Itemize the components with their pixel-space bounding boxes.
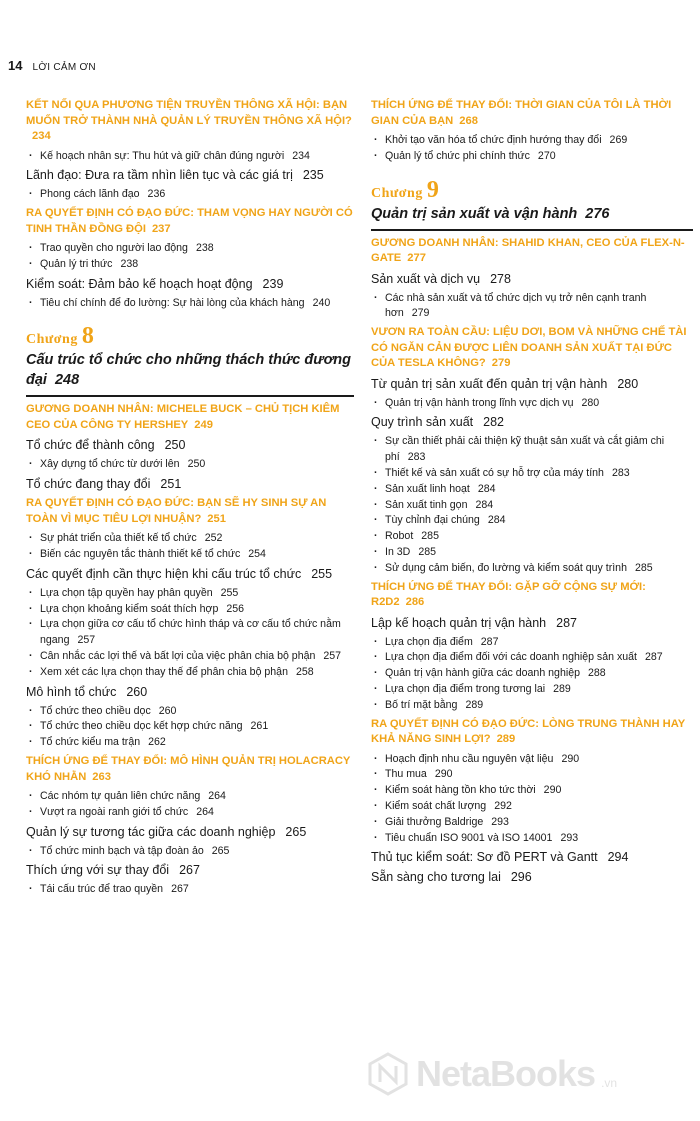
subitem-title: Hoạch định nhu cầu nguyên vật liệu — [385, 752, 554, 765]
page-ref: 284 — [475, 498, 494, 511]
feature-title: GƯƠNG DOANH NHÂN: SHAHID KHAN, CEO CỦA FLEX-N-GATE — [371, 236, 685, 265]
feature-title: GƯƠNG DOANH NHÂN: MICHELE BUCK – CHỦ TỊCH KIÊM CEO CỦA CÔNG TY HERSHEY — [26, 403, 340, 431]
page-ref: 257 — [323, 650, 342, 663]
toc-subitem-list — [26, 882, 354, 898]
page-ref: 287 — [556, 615, 577, 630]
page-ref: 280 — [581, 396, 600, 409]
toc-subitem — [371, 698, 693, 714]
toc-subitem-list — [26, 296, 354, 312]
toc-section-entry — [26, 824, 354, 841]
page-ref: 238 — [120, 257, 139, 270]
toc-subitem — [371, 783, 693, 799]
section-title: Từ quản trị sản xuất đến quản trị vận hành — [371, 376, 608, 391]
chapter-number: 8 — [81, 323, 94, 350]
page-ref: 236 — [147, 188, 166, 201]
page-ref: 251 — [160, 477, 182, 492]
feature-box-entry — [371, 325, 693, 372]
toc-subitem — [371, 466, 693, 482]
subitem-title: Quản lý tri thức — [40, 257, 113, 270]
feature-title: RA QUYẾT ĐỊNH CÓ ĐẠO ĐỨC: LÒNG TRUNG THÀNH HAY KHẢ NĂNG SINH LỢI? — [371, 717, 686, 746]
toc-subitem — [26, 187, 354, 203]
page-ref: 265 — [211, 844, 230, 857]
page-ref: 268 — [459, 114, 478, 127]
subitem-title: Tổ chức kiểu ma trận — [40, 736, 141, 749]
subitem-title: Tổ chức theo chiều dọc kết hợp chức năng — [40, 720, 243, 733]
page-ref: 264 — [196, 805, 214, 818]
chapter-label: Chương — [26, 332, 78, 348]
feature-box-entry — [26, 496, 354, 527]
page-ref: 248 — [54, 372, 80, 389]
subitem-title: Tiêu chuẩn ISO 9001 và ISO 14001 — [385, 831, 553, 844]
toc-subitem — [371, 815, 693, 831]
watermark-brand: NetaBooks — [416, 1053, 596, 1094]
section-title: Thủ tục kiểm soát: Sơ đồ PERT và Gantt — [371, 850, 598, 865]
page-ref: 267 — [171, 883, 189, 896]
toc-section-entry — [26, 476, 354, 493]
toc-subitem-list — [371, 291, 693, 323]
subitem-title: Xem xét các lựa chọn thay thế để phân chia bộ phận — [40, 665, 288, 678]
page-ref: 290 — [561, 752, 580, 765]
page-ref: 234 — [32, 130, 51, 142]
toc-section-entry — [371, 376, 693, 393]
toc-section-entry — [26, 684, 354, 701]
feature-title: RA QUYẾT ĐỊNH CÓ ĐẠO ĐỨC: THAM VỌNG HAY NGƯỜI CÓ TINH THẦN ĐỒNG ĐỘI — [26, 207, 353, 235]
page-ref: 250 — [164, 438, 186, 453]
toc-subitem — [26, 617, 354, 649]
subitem-title: Lựa chọn địa điểm trong tương lai — [385, 683, 546, 696]
section-title: Tổ chức đang thay đổi — [26, 477, 151, 492]
subitem-title: Kiểm soát hàng tồn kho tức thời — [385, 784, 536, 797]
toc-subitem — [371, 666, 693, 682]
page-ref: 282 — [483, 415, 504, 430]
toc-section-entry — [371, 615, 693, 632]
toc-section-entry — [371, 869, 693, 886]
feature-box-entry — [371, 717, 693, 748]
subitem-title: Trao quyền cho người lao động — [40, 242, 188, 255]
toc-section-entry — [26, 276, 354, 293]
page-ref: 285 — [634, 561, 653, 574]
toc-subitem — [371, 545, 693, 561]
subitem-title: Các nhóm tự quản liên chức năng — [40, 790, 201, 803]
page-ref: 258 — [295, 665, 314, 678]
toc-subitem — [371, 434, 693, 466]
chapter-title — [26, 350, 354, 397]
toc-left-column — [26, 98, 354, 901]
feature-box-entry — [371, 236, 693, 267]
chapter-label: Chương — [371, 185, 423, 201]
subitem-title: Tùy chỉnh đại chúng — [385, 514, 480, 527]
page-ref: 237 — [151, 222, 171, 235]
subitem-title: Sự cần thiết phải cải thiện kỹ thuật sản xuất và cắt giảm chi phí — [385, 435, 665, 464]
toc-subitem — [26, 844, 354, 860]
toc-subitem-list — [26, 187, 354, 203]
section-title: Sản xuất và dịch vụ — [371, 271, 481, 286]
toc-subitem — [371, 767, 693, 783]
section-title: Kiểm soát: Đảm bảo kế hoạch hoạt động — [26, 276, 253, 291]
page-header — [8, 58, 96, 73]
netabooks-logo-icon — [366, 1052, 410, 1096]
page-ref: 256 — [226, 602, 245, 615]
page-ref: 284 — [477, 482, 496, 495]
page-ref: 287 — [480, 635, 499, 648]
page-ref: 294 — [607, 850, 629, 865]
page-ref: 292 — [494, 800, 512, 813]
page-ref: 262 — [148, 736, 166, 749]
page-ref: 276 — [585, 205, 610, 222]
chapter-number: 9 — [426, 176, 439, 203]
page-ref: 269 — [609, 134, 628, 146]
toc-subitem — [26, 704, 354, 720]
page-ref: 261 — [250, 720, 269, 733]
subitem-title: Sự phát triển của thiết kế tổ chức — [40, 532, 197, 545]
page-ref: 238 — [195, 242, 214, 255]
page-ref: 267 — [179, 863, 200, 878]
toc-subitem-list — [371, 752, 693, 847]
page-ref: 235 — [302, 168, 324, 183]
feature-title: THÍCH ỨNG ĐỂ THAY ĐỔI: GẶP GỠ CỘNG SỰ MỚI: R2D2 — [371, 580, 646, 609]
subitem-title: Kế hoạch nhân sự: Thu hút và giữ chân đúng người — [40, 149, 285, 162]
page-ref: 250 — [187, 458, 206, 471]
page-ref: 279 — [411, 307, 430, 320]
toc-section-entry — [26, 566, 354, 583]
subitem-title: Các nhà sản xuất và tổ chức dịch vụ trở nên cạnh tranh hơn — [385, 291, 647, 320]
toc-section-entry — [26, 862, 354, 879]
section-title: Thích ứng với sự thay đổi — [26, 863, 170, 878]
feature-title: VƯƠN RA TOÀN CẦU: LIỆU DƠI, BOM VÀ NHỮNG CHẾ TÀI CÓ NGĂN CẢN ĐƯỢC LIÊN DOANH SẢN XUẤT TẠI ĐỨC CỦA TESLA KHÔNG? — [371, 326, 687, 370]
feature-box-entry — [26, 206, 354, 237]
subitem-title: Lựa chọn giữa cơ cấu tổ chức hình tháp và cơ cấu tổ chức nằm ngang — [40, 618, 341, 647]
section-title: Các quyết định cần thực hiện khi cấu trúc tổ chức — [26, 566, 302, 581]
page-ref: 251 — [207, 512, 226, 525]
toc-subitem — [26, 531, 354, 547]
toc-section-entry — [26, 437, 354, 454]
toc-subitem-list — [371, 133, 693, 165]
subitem-title: Cân nhắc các lợi thế và bất lợi của việc phân chia bộ phận — [40, 650, 316, 663]
toc-section-entry — [26, 167, 354, 184]
toc-section-entry — [371, 271, 693, 288]
page-ref: 234 — [292, 149, 310, 162]
toc-subitem — [26, 149, 354, 165]
toc-subitem — [26, 735, 354, 751]
subitem-title: Tổ chức minh bạch và tập đoàn ảo — [40, 844, 204, 857]
section-title: Quy trình sản xuất — [371, 415, 474, 430]
page-ref: 293 — [560, 831, 579, 844]
page-ref: 290 — [434, 768, 453, 781]
feature-box-entry — [371, 580, 693, 611]
section-title: Sẵn sàng cho tương lai — [371, 870, 501, 885]
page-ref: 287 — [644, 651, 663, 664]
page-ref: 283 — [611, 467, 630, 480]
page-ref: 284 — [487, 514, 506, 527]
page-ref: 254 — [248, 548, 266, 561]
toc-subitem-list — [26, 241, 354, 273]
subitem-title: Thu mua — [385, 768, 427, 781]
toc-subitem — [26, 805, 354, 821]
toc-subitem-list — [371, 396, 693, 412]
page-ref: 255 — [220, 586, 239, 599]
toc-subitem-list — [26, 789, 354, 821]
toc-subitem — [371, 396, 693, 412]
page-ref: 289 — [496, 733, 516, 746]
toc-subitem — [371, 561, 693, 577]
subitem-title: Tái cấu trúc để trao quyền — [40, 883, 164, 896]
toc-subitem — [371, 799, 693, 815]
page-ref: 288 — [587, 667, 606, 680]
feature-title: THÍCH ỨNG ĐỂ THAY ĐỔI: MÔ HÌNH QUẢN TRỊ HOLACRACY KHÓ NHẰN — [26, 755, 351, 783]
toc-subitem-list — [26, 457, 354, 473]
page-ref: 265 — [285, 824, 307, 839]
subitem-title: Khởi tạo văn hóa tổ chức định hướng thay đổi — [385, 134, 602, 146]
subitem-title: Robot — [385, 530, 414, 543]
toc-subitem — [26, 649, 354, 665]
running-title: LỜI CẢM ƠN — [32, 62, 96, 73]
subitem-title: Tổ chức theo chiều dọc — [40, 704, 151, 717]
feature-box-entry — [371, 98, 693, 129]
page-ref: 260 — [158, 704, 177, 717]
toc-subitem — [371, 498, 693, 514]
subitem-title: Giải thưởng Baldrige — [385, 815, 484, 828]
toc-subitem — [26, 547, 354, 563]
feature-box-entry — [26, 98, 354, 145]
toc-subitem — [371, 682, 693, 698]
toc-subitem-list — [371, 635, 693, 714]
toc-subitem-list — [26, 844, 354, 860]
page-ref: 293 — [491, 815, 509, 828]
toc-subitem — [371, 635, 693, 651]
chapter-title — [371, 204, 693, 231]
page-ref: 240 — [312, 296, 331, 309]
subitem-title: Lựa chọn khoảng kiểm soát thích hợp — [40, 602, 219, 615]
page-ref: 285 — [421, 530, 439, 543]
page-ref: 280 — [617, 376, 639, 391]
toc-subitem — [26, 602, 354, 618]
toc-subitem-list — [26, 149, 354, 165]
section-title: Tổ chức để thành công — [26, 438, 155, 453]
feature-box-entry — [26, 754, 354, 785]
toc-subitem — [26, 719, 354, 735]
chapter-label-row — [26, 323, 354, 350]
section-title: Mô hình tổ chức — [26, 684, 117, 699]
subitem-title: Lựa chọn tập quyền hay phân quyền — [40, 586, 213, 599]
page-ref: 255 — [311, 566, 333, 581]
feature-title: THÍCH ỨNG ĐỂ THAY ĐỔI: THỜI GIAN CỦA TÔI LÀ THỜI GIAN CỦA BẠN — [371, 99, 672, 127]
subitem-title: Biến các nguyên tắc thành thiết kế tổ chức — [40, 548, 241, 561]
watermark-suffix: .vn — [601, 1076, 618, 1090]
subitem-title: Xây dựng tổ chức từ dưới lên — [40, 458, 180, 471]
toc-subitem — [371, 513, 693, 529]
chapter-label-row — [371, 177, 693, 204]
feature-box-entry — [26, 402, 354, 433]
section-title: Lập kế hoạch quản trị vận hành — [371, 615, 547, 630]
page-ref: 286 — [405, 596, 425, 609]
subitem-title: Quản lý tổ chức phi chính thức — [385, 149, 530, 162]
page-ref: 289 — [465, 698, 484, 711]
subitem-title: Lựa chọn địa điểm đối với các doanh nghiệp sản xuất — [385, 651, 637, 664]
toc-subitem — [371, 831, 693, 847]
toc-subitem — [371, 291, 693, 323]
page-ref: 260 — [126, 684, 148, 699]
watermark — [366, 1052, 617, 1096]
toc-subitem-list — [26, 704, 354, 751]
toc-subitem — [371, 133, 693, 149]
chapter-heading — [371, 177, 693, 231]
subitem-title: Sử dụng cảm biến, đo lường và kiểm soát quy trình — [385, 561, 627, 574]
chapter-title-text: Cấu trúc tổ chức cho những thách thức đương đại — [26, 352, 352, 389]
toc-subitem — [26, 241, 354, 257]
subitem-title: Lựa chọn địa điểm — [385, 635, 473, 648]
subitem-title: Phong cách lãnh đạo — [40, 188, 140, 201]
subitem-title: Sản xuất linh hoạt — [385, 482, 470, 495]
page-ref: 290 — [543, 784, 562, 797]
page-ref: 257 — [77, 634, 96, 647]
page-ref: 283 — [407, 451, 426, 464]
subitem-title: Tiêu chí chính để đo lường: Sự hài lòng của khách hàng — [40, 296, 305, 309]
page-ref: 285 — [418, 546, 437, 559]
toc-subitem — [371, 752, 693, 768]
subitem-title: Sản xuất tinh gọn — [385, 498, 468, 511]
subitem-title: Quản trị vận hành giữa các doanh nghiệp — [385, 667, 580, 680]
toc-subitem — [26, 882, 354, 898]
page-ref: 263 — [92, 770, 111, 783]
subitem-title: Vượt ra ngoài ranh giới tổ chức — [40, 805, 189, 818]
toc-subitem-list — [26, 586, 354, 681]
subitem-title: Bố trí mặt bằng — [385, 698, 458, 711]
toc-subitem — [371, 529, 693, 545]
toc-right-column — [371, 98, 693, 889]
toc-section-entry — [371, 414, 693, 431]
section-title: Lãnh đạo: Đưa ra tầm nhìn liên tục và các giá trị — [26, 168, 293, 183]
toc-subitem — [26, 257, 354, 273]
subitem-title: Thiết kế và sản xuất có sự hỗ trợ của máy tính — [385, 467, 604, 480]
page-ref: 289 — [553, 683, 571, 696]
subitem-title: In 3D — [385, 546, 411, 559]
toc-subitem-list — [26, 531, 354, 563]
toc-subitem — [371, 482, 693, 498]
page-ref: 239 — [262, 276, 284, 291]
toc-subitem — [26, 296, 354, 312]
page-ref: 296 — [510, 870, 532, 885]
chapter-heading — [26, 323, 354, 397]
feature-title: RA QUYẾT ĐỊNH CÓ ĐẠO ĐỨC: BẠN SẼ HY SINH SỰ AN TOÀN VÌ MỤC TIÊU LỢI NHUẬN? — [26, 497, 327, 525]
page-ref: 249 — [194, 418, 213, 431]
toc-subitem — [371, 650, 693, 666]
page-ref: 279 — [491, 357, 511, 370]
toc-section-entry — [371, 849, 693, 866]
toc-subitem — [371, 149, 693, 165]
page-ref: 278 — [490, 271, 511, 286]
page-number: 14 — [8, 58, 23, 73]
toc-subitem — [26, 665, 354, 681]
feature-title: KẾT NỐI QUA PHƯƠNG TIỆN TRUYỀN THÔNG XÃ HỘI: BẠN MUỐN TRỞ THÀNH NHÀ QUẢN LÝ TRUYỀN THÔNG XÃ HỘI? — [26, 99, 352, 127]
page-ref: 270 — [537, 149, 556, 162]
page-ref: 252 — [204, 532, 223, 545]
subitem-title: Quản trị vận hành trong lĩnh vực dịch vụ — [385, 396, 574, 409]
toc-subitem-list — [371, 434, 693, 576]
toc-subitem — [26, 789, 354, 805]
toc-subitem — [26, 586, 354, 602]
toc-subitem — [26, 457, 354, 473]
subitem-title: Kiểm soát chất lượng — [385, 800, 487, 813]
chapter-title-text: Quản trị sản xuất và vận hành — [371, 205, 578, 222]
page-ref: 264 — [208, 790, 226, 803]
page-ref: 277 — [407, 252, 426, 265]
section-title: Quản lý sự tương tác giữa các doanh nghiệp — [26, 824, 276, 839]
